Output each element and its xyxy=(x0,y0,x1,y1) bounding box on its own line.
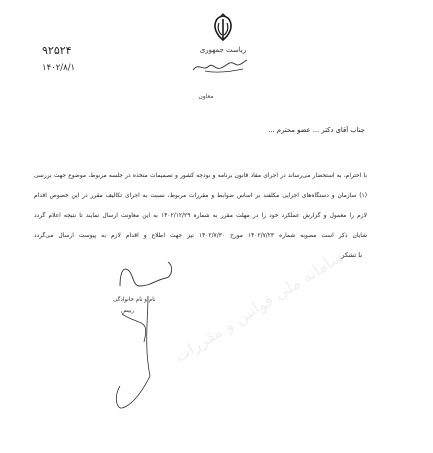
letter-body xyxy=(34,166,367,246)
body-line: لازم را معمول و گزارش عملکرد خود را در مهلت مقرر به شماره ۱۴۰۲/۱۲/۲۹ به این معاونت ارسال نمایند تا نتیجه اعلام گردد xyxy=(34,213,367,219)
closing: با تشکر xyxy=(341,251,362,259)
body-line: با احترام، به استحضار می‌رساند در اجرای مفاد قانون برنامه و بودجه کشور و تصمیمات متخذه در جلسه مربوط، موضوع جهت بررسی xyxy=(34,173,367,179)
header-subtitle: معاون xyxy=(198,93,214,100)
reference-date: ۱۴۰۲/۸/۱ xyxy=(42,63,76,73)
header-title: ریاست جمهوری xyxy=(199,46,247,54)
emblem-icon xyxy=(208,13,238,45)
signer-title: رییس xyxy=(121,308,135,314)
body-line: (۱) سازمان و دستگاه‌های اجرایی مکلفند بر اساس ضوابط و مقررات مربوط، نسبت به اجرای تکالیف مقرر در این خصوص اقدام xyxy=(34,193,367,199)
reference-block xyxy=(42,44,75,73)
salutation: جناب آقای دکتر ... عضو محترم ... xyxy=(268,126,365,134)
watermark: سامانه ملی قوانین و مقررات xyxy=(171,246,347,366)
header-signature xyxy=(185,56,255,76)
reference-number: ۹۲۵۲۴ xyxy=(42,44,72,57)
body-line: شایان ذکر است مصوبه شماره ۱۴۰۲/۷/۲۳ مورخ ۱۴۰۲/۷/۳۰ نیز جهت اطلاع و اقدام لازم به پیوست ارسال می‌گردد xyxy=(34,233,367,239)
signer-name: نام و نام خانوادگی xyxy=(113,297,156,303)
